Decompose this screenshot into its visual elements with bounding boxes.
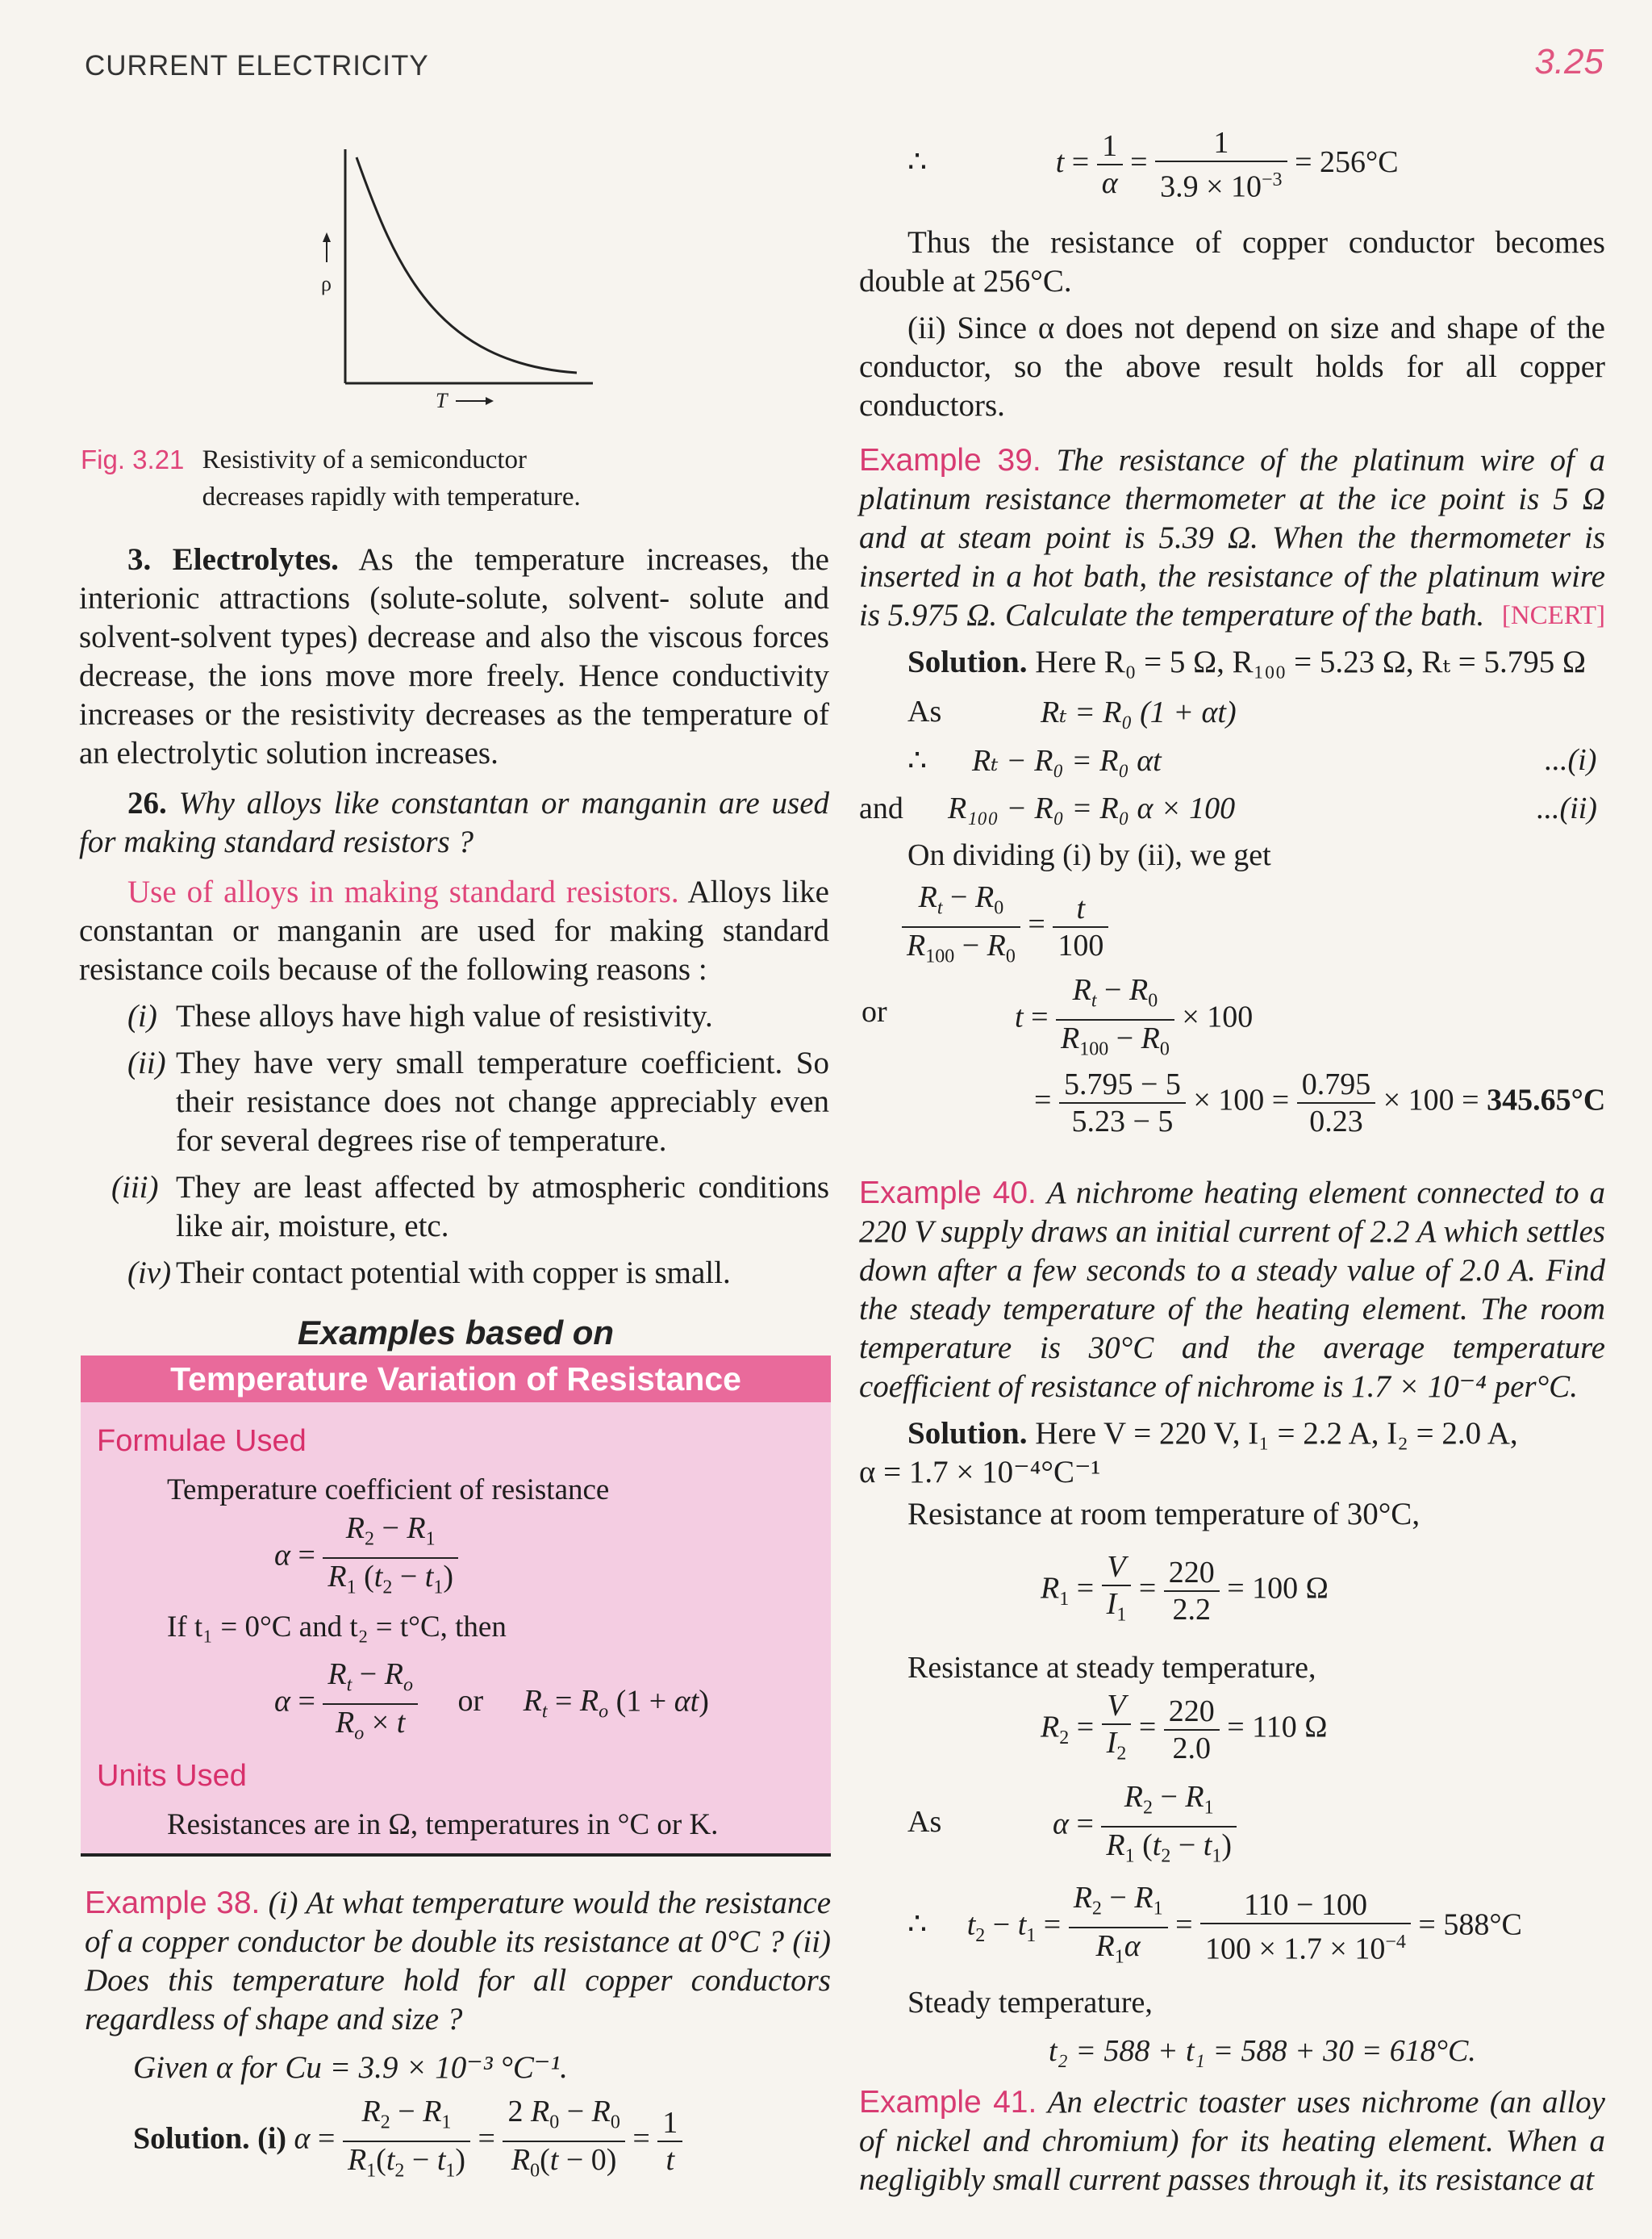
answer-26 [79,873,829,989]
example-39-eq1: Rₜ = R₀ (1 + αt) [1041,696,1237,729]
example-39-solution [859,643,1605,682]
examples-heading: Examples based on [297,1314,615,1351]
example-38 [85,1884,831,2087]
equation-tag-ii: ...(ii) [1537,792,1597,825]
reasons-list [79,997,829,1293]
list-item [79,1254,829,1293]
example-40-solution [859,1414,1605,1453]
example-40-r2-value: = 110 Ω [1227,1710,1328,1744]
example-40-alpha-formula: α = $\frac{R_2 - R_1}{R_1 (t_2 - t_1)}$ [1053,1779,1237,1873]
list-item-number: (iii) [111,1170,159,1205]
equation-tag-i: ...(i) [1545,743,1597,777]
formula-intro: Temperature coefficient of resistance [167,1473,610,1506]
formulae-heading: Formulae Used [97,1424,307,1458]
example-39-label: Example 39. [859,443,1041,478]
example-38-conclusion: Thus the resistance of copper conductor becomes double at 256°C. [859,225,1605,299]
example-39-given: Here R₀ = 5 Ω, R₁₀₀ = 5.23 Ω, Rₜ = 5.795 Ω [1035,645,1586,679]
example-40-steady-text: Resistance at steady temperature, [907,1651,1316,1685]
example-38-solution: Solution. (i) α = $\frac{R_2 - R_1}{R_1(t_2 - t_1)}$ = $\frac{2 R_0 - R_0}{R_0(t - 0)}$ = $\frac{1}{t}$ [133,2094,682,2188]
list-item [79,1168,829,1246]
example-39-text: The resistance of the platinum wire of a platinum resistance thermometer at the ice point is 5 Ω and at steam point is 5.39 Ω. When the thermometer is inserted in a hot bath, the resistance of the platinum wire is 5.975 Ω. Calculate the temperature of the bath. [859,443,1606,633]
example-39-t-value: = $\frac{5.795 - 5}{5.23 - 5}$ × 100 = $\frac{0.795}{0.23}$ × 100 = 345.65°C [1034,1067,1606,1138]
example-39-question [859,441,1605,635]
example-38-result: = 256°C [1295,145,1399,180]
example-40-given: Here V = 220 V, I₁ = 2.2 A, I₂ = 2.0 A, [1035,1416,1518,1451]
example-39-as: As [907,695,942,729]
page-number: 3.25 [1534,42,1604,81]
therefore-symbol: ∴ [907,744,928,778]
example-40-room-text: Resistance at room temperature of 30°C, [907,1497,1420,1531]
example-38-question [85,1884,831,2039]
example-38-part2: (ii) Since α does not depend on size and shape of the conductor, so the above result holds for all copper conductors. [859,311,1605,423]
figure-caption [81,441,694,516]
ncert-tag: [NCERT] [1501,601,1605,630]
example-40-r1-value: = 100 Ω [1227,1571,1329,1606]
list-item-text: These alloys have high value of resistivity. [176,999,713,1034]
example-40-t2t1-value: = 588°C [1418,1907,1522,1942]
example-39-and: and [859,792,903,825]
formula-alpha: α = $\frac{R_2 - R_1}{R_1 (t_2 - t_1)}$ [274,1510,458,1605]
electrolytes-heading: 3. Electrolytes. [127,542,339,577]
right-column-upper [859,223,1605,682]
example-41-text: An electric toaster uses nichrome (an alloy of nickel and chromium) for its heating element. When a negligibly small current passes through it, its resistance at [859,2085,1605,2197]
list-item-number: (i) [127,999,157,1034]
example-40-question [859,1174,1605,1406]
example-39-eq3: R₁₀₀ − R₀ = R₀ α × 100 [948,792,1236,825]
example-40-label: Example 40. [859,1176,1037,1210]
resistivity-graph [298,145,605,411]
example-41-question [859,2083,1605,2199]
example-39-dividing: On dividing (i) by (ii), we get [907,838,1271,872]
example-40-alpha: α = 1.7 × 10⁻⁴°C⁻¹ [859,1455,1101,1489]
question-26 [79,784,829,862]
list-item-text: Their contact potential with copper is small. [176,1255,731,1290]
example-40-steady-temp-text: Steady temperature, [907,1986,1153,2020]
units-text: Resistances are in Ω, temperatures in °C or K. [167,1808,719,1841]
list-item-text: They are least affected by atmospheric conditions like air, moisture, etc. [176,1170,829,1243]
units-heading: Units Used [97,1759,247,1793]
formula-alpha-zero: α = $\frac{R_t - R_o}{R_o \times t}$ or $R_t = R_o$ (1 + αt) [274,1657,709,1744]
x-axis-label: T [436,389,448,411]
example-41 [859,2083,1605,2199]
solution-label: Solution. (i) [133,2121,287,2156]
example-38-text: (i) At what temperature would the resistance of a copper conductor be double its resistance at 0°C ? (ii) Does this temperature hold for all copper conductors regardless of shape and size ? [85,1886,831,2036]
example-38-label: Example 38. [85,1886,261,1920]
y-axis-label: ρ [321,272,332,295]
example-40-r2: $R_2$ = $\frac{V}{I_2}$ = $\frac{220}{2.0}$ = 110 Ω [1041,1689,1328,1765]
figure-label: Fig. 3.21 [81,445,185,474]
electrolytes-paragraph [79,541,829,773]
left-column [79,541,829,1293]
example-40-final: t₂ = 588 + t₁ = 588 + 30 = 618°C. [1049,2034,1476,2068]
example-39-or: or [861,995,887,1029]
example-39-ratio: $\frac{R_t - R_0}{R_{100} - R_0}$ = $\frac{t}{100}$ [902,879,1108,974]
example-39-eq2: Rₜ − R₀ = R₀ αt [972,744,1162,778]
list-item [79,997,829,1036]
example-38-t-calc: ∴ t = $\frac{1}{\alpha}$ = $\frac{1}{3.9 \times 10^{-3}}$ = 256°C [907,126,1399,204]
solution-label: Solution. [907,1416,1028,1451]
section-header: CURRENT ELECTRICITY [85,50,429,81]
formula-condition: If t₁ = 0°C and t₂ = t°C, then [167,1610,507,1644]
examples-topic-banner: Temperature Variation of Resistance [81,1356,831,1402]
question-26-text: Why alloys like constantan or manganin are used for making standard resistors ? [79,786,830,859]
resistivity-curve [357,157,577,373]
list-item [79,1044,829,1160]
answer-heading: Use of alloys in making standard resistors. [127,875,679,909]
electrolytes-text: As the temperature increases, the interionic attractions (solute-solute, solvent- solute and solvent-solvent types) decrease and also the viscous forces decrease, the ions move more freely. Hence conductivity increases or the resistivity decreases as the temperature of an electrolytic solution increases. [79,542,829,771]
question-26-number: 26. [127,786,167,821]
list-item-number: (iv) [127,1255,172,1290]
example-39-t-formula: t = $\frac{R_t - R_0}{R_{100} - R_0}$ × 100 [1015,973,1254,1060]
example-41-label: Example 41. [859,2085,1037,2120]
figure-caption-text: Resistivity of a semiconductor decreases rapidly with temperature. [202,445,581,512]
example-40-text: A nichrome heating element connected to a 220 V supply draws an initial current of 2.2 A which settles down after a few seconds to a steady value of 2.0 A. Find the steady temperature of the heating element. The room temperature is 30°C and the average temperature coefficient of resistance of nichrome is 1.7 × 10⁻⁴ per°C. [859,1176,1605,1404]
example-40-as: As [907,1805,942,1839]
answer-text: Alloys like constantan or manganin are used for making standard resistance coils because of the following reasons : [79,875,829,987]
solution-label: Solution. [907,645,1028,679]
example-40 [859,1174,1605,1534]
list-item-text: They have very small temperature coefficient. So their resistance does not change appreciably even for several degrees rise of temperature. [176,1046,829,1158]
example-38-given: Given α for Cu = 3.9 × 10⁻³ °C⁻¹. [133,2050,568,2085]
example-39-result: 345.65°C [1487,1083,1606,1117]
example-40-t2t1: ∴ $t_2 - t_1$ = $\frac{R_2 - R_1}{R_1\alpha}$ = $\frac{110 - 100}{100 \times 1.7 \times 10^{-4}}$ = 588°C [907,1881,1522,1968]
example-40-r1: $R_1$ = $\frac{V}{I_1}$ = $\frac{220}{2.2}$ = 100 Ω [1041,1550,1329,1627]
list-item-number: (ii) [127,1046,166,1080]
